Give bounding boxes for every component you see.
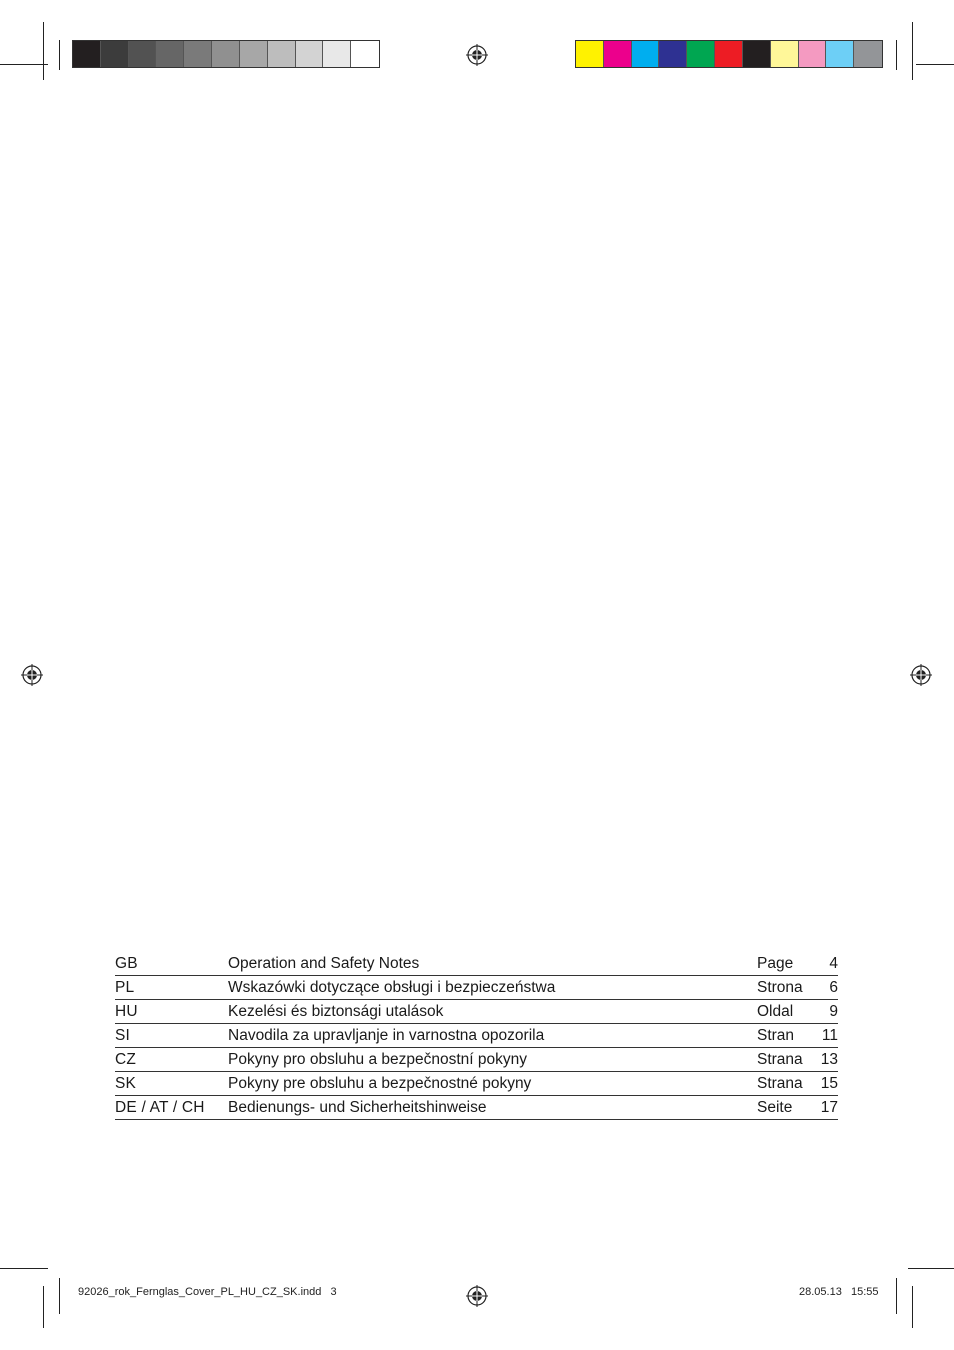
toc-language-code: HU xyxy=(115,1003,138,1020)
crop-mark-top-right-h xyxy=(916,64,954,65)
table-of-contents xyxy=(115,953,838,1120)
color-swatch xyxy=(604,41,632,67)
toc-language-code: SK xyxy=(115,1075,137,1092)
toc-page-number: 9 xyxy=(829,1003,838,1020)
toc-page-number: 11 xyxy=(821,1027,838,1044)
toc-language-code: SI xyxy=(115,1027,131,1044)
color-swatch xyxy=(156,41,184,67)
color-swatch xyxy=(351,41,379,67)
toc-language-code: GB xyxy=(115,955,138,972)
toc-row[interactable] xyxy=(115,953,838,976)
grayscale-color-bar xyxy=(72,40,380,68)
toc-title: Kezelési és biztonsági utalások xyxy=(228,1003,444,1020)
color-swatch xyxy=(771,41,799,67)
toc-page-number: 4 xyxy=(829,955,838,972)
toc-row[interactable] xyxy=(115,1025,838,1048)
color-swatch xyxy=(240,41,268,67)
toc-language-code: CZ xyxy=(115,1051,137,1068)
toc-title: Navodila za upravljanje in varnostna opozorila xyxy=(228,1027,545,1044)
toc-title: Pokyny pre obsluhu a bezpečnostné pokyny xyxy=(228,1075,532,1092)
crop-mark-bottom-right-h xyxy=(908,1268,954,1269)
color-swatch xyxy=(743,41,771,67)
crop-mark-bottom-right-v xyxy=(912,1286,913,1328)
registration-mark-icon xyxy=(910,664,932,686)
crop-mark-top-left-v xyxy=(43,22,44,80)
color-swatch xyxy=(268,41,296,67)
crop-mark-bottom-left-h xyxy=(0,1268,48,1269)
crop-mark-bottom-left-v xyxy=(43,1286,44,1328)
crop-mark-top-right-inner-v xyxy=(896,40,897,70)
color-swatch xyxy=(73,41,101,67)
toc-page-label: Strana xyxy=(757,1051,803,1068)
toc-page-number: 15 xyxy=(820,1075,838,1092)
crop-mark-top-right-v xyxy=(912,22,913,80)
color-swatch xyxy=(687,41,715,67)
color-swatch xyxy=(715,41,743,67)
toc-page-label: Strona xyxy=(757,979,803,996)
slug-date-time: 28.05.13 15:55 xyxy=(799,1286,879,1298)
crop-mark-bottom-left-inner-v xyxy=(59,1278,60,1314)
color-swatch xyxy=(659,41,687,67)
toc-row[interactable] xyxy=(115,977,838,1000)
color-swatch xyxy=(799,41,827,67)
color-swatch xyxy=(323,41,351,67)
toc-page-label: Oldal xyxy=(757,1003,794,1020)
crop-mark-top-left-inner-v xyxy=(59,40,60,70)
toc-row[interactable] xyxy=(115,1001,838,1024)
color-swatch xyxy=(184,41,212,67)
toc-language-code: DE / AT / CH xyxy=(115,1099,205,1116)
toc-title: Bedienungs- und Sicherheitshinweise xyxy=(228,1099,487,1116)
color-swatch xyxy=(296,41,324,67)
toc-page-number: 17 xyxy=(820,1099,838,1116)
registration-mark-icon xyxy=(21,664,43,686)
color-swatch xyxy=(576,41,604,67)
color-swatch xyxy=(101,41,129,67)
toc-row[interactable] xyxy=(115,1073,838,1096)
toc-row[interactable] xyxy=(115,1049,838,1072)
toc-title: Wskazówki dotyczące obsługi i bezpieczeństwa xyxy=(228,979,556,996)
toc-page-number: 13 xyxy=(820,1051,838,1068)
registration-mark-icon xyxy=(466,1285,488,1307)
toc-page-label: Strana xyxy=(757,1075,803,1092)
toc-title: Pokyny pro obsluhu a bezpečnostní pokyny xyxy=(228,1051,527,1068)
toc-page-number: 6 xyxy=(829,979,838,996)
process-color-bar xyxy=(575,40,883,68)
color-swatch xyxy=(129,41,157,67)
slug-file-name: 92026_rok_Fernglas_Cover_PL_HU_CZ_SK.indd 3 xyxy=(78,1286,337,1298)
crop-mark-bottom-right-inner-v xyxy=(896,1278,897,1314)
toc-title: Operation and Safety Notes xyxy=(228,955,420,972)
registration-mark-icon xyxy=(466,44,488,66)
toc-page-label: Stran xyxy=(757,1027,795,1044)
toc-language-code: PL xyxy=(115,979,135,996)
color-swatch xyxy=(212,41,240,67)
color-swatch xyxy=(632,41,660,67)
toc-row[interactable] xyxy=(115,1097,838,1120)
toc-page-label: Page xyxy=(757,955,794,972)
toc-page-label: Seite xyxy=(757,1099,793,1116)
color-swatch xyxy=(854,41,882,67)
crop-mark-top-left-h xyxy=(0,64,48,65)
color-swatch xyxy=(826,41,854,67)
